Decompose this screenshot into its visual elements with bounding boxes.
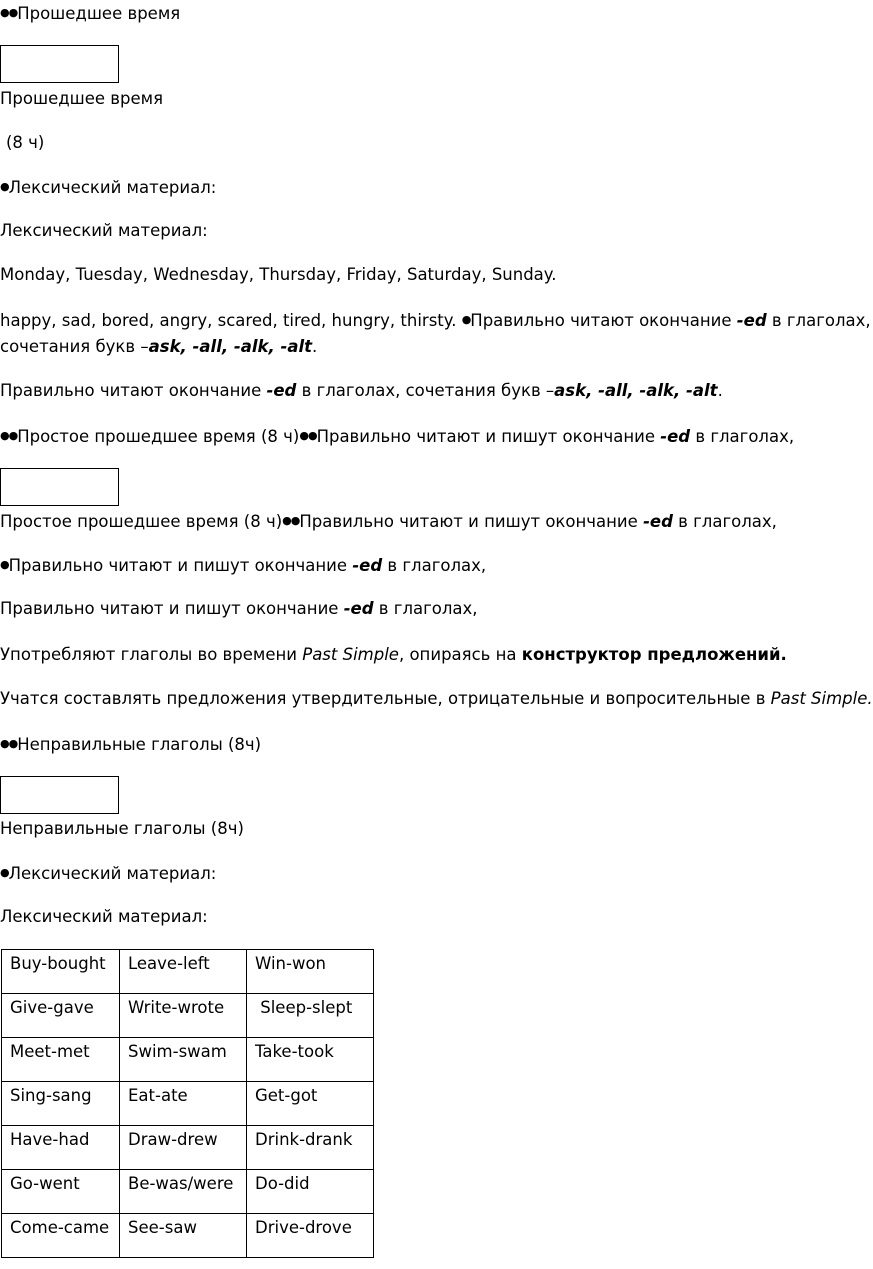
in-verbs-text: в глаголах, — [373, 599, 478, 618]
read-ending-text: Правильно читают окончание — [470, 311, 737, 330]
bullet-icon: ●● — [0, 6, 18, 19]
irregular-heading: Неправильные глаголы (8ч) — [0, 819, 244, 838]
ed-ending: -ed — [266, 381, 297, 400]
past-simple-term: Past Simple — [302, 645, 399, 664]
past-tense-heading: Прошедшее время — [0, 89, 164, 108]
ed-ending: -ed — [352, 556, 383, 575]
read-write-bullet-line — [0, 554, 486, 577]
in-verbs-text: в глаголах, — [690, 427, 795, 446]
lexical-bullet-heading — [0, 176, 216, 199]
table-cell: Meet-met — [2, 1038, 120, 1082]
lexical-heading: Лексический материал: — [0, 907, 208, 926]
table-cell: Drink-drank — [247, 1126, 374, 1170]
table-row — [2, 1082, 374, 1126]
in-verbs-text: в глаголах, — [382, 556, 487, 575]
simple-past-bullet-line — [0, 425, 794, 448]
period: . — [312, 337, 318, 356]
hours-label: (8 ч) — [6, 133, 45, 152]
table-cell: Draw-drew — [120, 1126, 247, 1170]
simple-past-line — [0, 510, 777, 533]
read-ending-line — [0, 380, 723, 402]
irregular-verbs-table — [1, 949, 374, 1258]
bullet-icon: ● — [0, 558, 9, 571]
table-cell: Be-was/were — [120, 1170, 247, 1214]
bullet-icon: ●● — [0, 429, 18, 442]
table-row — [2, 994, 374, 1038]
in-verbs-combos-text: в глаголах, сочетания букв – — [296, 381, 555, 400]
bullet-icon: ● — [0, 866, 9, 879]
bullet-icon: ● — [461, 313, 471, 326]
table-cell: Drive-drove — [247, 1214, 374, 1258]
use-verbs-text: Употребляют глаголы во времени — [0, 645, 303, 664]
table-cell: Come-came — [2, 1214, 120, 1258]
table-cell: Go-went — [2, 1170, 120, 1214]
lexical-heading: Лексический материал: — [0, 221, 208, 240]
use-verbs-middle: , опираясь на — [398, 645, 522, 664]
read-write-text: Правильно читают и пишут окончание — [8, 556, 353, 575]
read-write-text: Правильно читают и пишут окончание — [0, 599, 344, 618]
table-row — [2, 1126, 374, 1170]
irregular-heading-text: Неправильные глаголы (8ч) — [17, 735, 262, 754]
table-cell: Get-got — [247, 1082, 374, 1126]
simple-past-heading: Простое прошедшее время (8 ч) — [17, 427, 300, 446]
irregular-bullet-heading — [0, 733, 261, 756]
table-cell: Sing-sang — [2, 1082, 120, 1126]
table-cell: Buy-bought — [2, 950, 120, 994]
learn-sentences-text: Учатся составлять предложения утвердительные, отрицательные и вопросительные в — [0, 689, 771, 708]
ed-ending: -ed — [643, 512, 673, 531]
ed-ending: -ed — [736, 311, 767, 330]
combos-text: ask, -all, -alk, -alt — [554, 381, 718, 400]
days-list: Monday, Tuesday, Wednesday, Thursday, Friday, Saturday, Sunday. — [0, 265, 557, 284]
bullet-icon: ●● — [299, 429, 317, 442]
in-verbs-text: в глаголах, — [672, 512, 777, 531]
lexical-text: Лексический материал: — [8, 178, 217, 197]
table-cell: Have-had — [2, 1126, 120, 1170]
read-write-line — [0, 598, 478, 620]
table-row — [2, 1214, 374, 1258]
adjectives-line — [0, 309, 871, 332]
table-cell: Write-wrote — [120, 994, 247, 1038]
table-cell: Give-gave — [2, 994, 120, 1038]
table-row — [2, 1170, 374, 1214]
constructor-term: конструктор предложений. — [521, 645, 787, 664]
table-cell: Sleep-slept — [247, 994, 374, 1038]
period: . — [717, 381, 723, 400]
combos-text: ask, -all, -alk, -alt — [148, 337, 313, 356]
in-verbs-text: в глаголах, — [766, 311, 871, 330]
ed-ending: -ed — [660, 427, 691, 446]
bullet-icon: ● — [0, 180, 9, 193]
combos-line — [0, 336, 317, 358]
adjectives-list: happy, sad, bored, angry, scared, tired, hungry, thirsty. — [0, 311, 457, 330]
image-placeholder-box — [0, 45, 119, 83]
bullet-icon: ●● — [0, 737, 18, 750]
table-cell: Leave-left — [120, 950, 247, 994]
read-write-text: Правильно читают и пишут окончание — [299, 512, 644, 531]
table-cell: Take-took — [247, 1038, 374, 1082]
period: . — [867, 689, 873, 708]
table-cell: Do-did — [247, 1170, 374, 1214]
past-simple-term: Past Simple — [770, 689, 868, 708]
read-ending-text: Правильно читают окончание — [0, 381, 267, 400]
table-row — [2, 950, 374, 994]
learn-sentences-line — [0, 688, 873, 710]
table-cell: Swim-swam — [120, 1038, 247, 1082]
lexical-text: Лексический материал: — [8, 864, 217, 883]
read-write-text: Правильно читают и пишут окончание — [316, 427, 661, 446]
image-placeholder-box — [0, 468, 119, 506]
table-cell: See-saw — [120, 1214, 247, 1258]
bullet-icon: ●● — [282, 514, 300, 527]
combos-prefix: сочетания букв – — [0, 337, 149, 356]
use-verbs-line — [0, 644, 787, 666]
ed-ending: -ed — [343, 599, 374, 618]
table-cell: Win-won — [247, 950, 374, 994]
lexical-bullet-heading — [0, 862, 216, 885]
simple-past-heading: Простое прошедшее время (8 ч) — [0, 512, 283, 531]
table-row — [2, 1038, 374, 1082]
heading-text: Прошедшее время — [17, 4, 181, 23]
table-cell: Eat-ate — [120, 1082, 247, 1126]
past-tense-bullet-heading — [0, 2, 180, 25]
image-placeholder-box — [0, 776, 119, 814]
